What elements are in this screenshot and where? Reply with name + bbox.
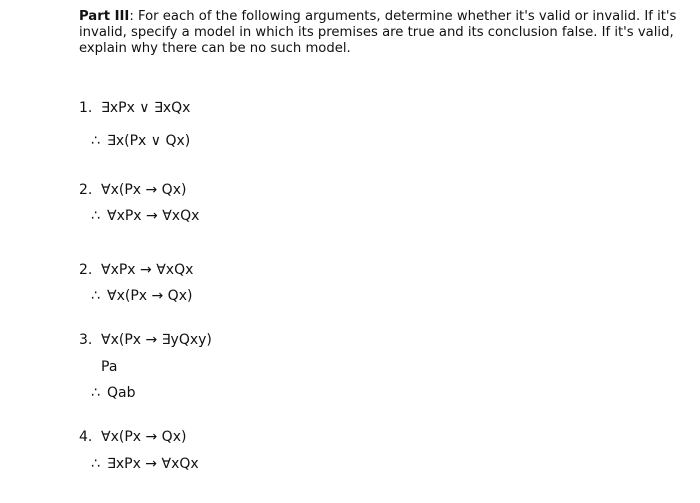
problem-1-premise-text: ∃xPx ∨ ∃xQx	[101, 100, 191, 116]
problem-2b-conclusion-text: ∀x(Px → Qx)	[107, 288, 193, 304]
problem-3-premise-text: ∀x(Px → ∃yQxy)	[101, 332, 212, 348]
problem-3-premise-1	[79, 331, 212, 349]
problem-2b-number: 2.	[79, 262, 93, 278]
therefore-symbol: ∴	[91, 385, 100, 401]
part-label: Part III	[79, 9, 130, 24]
problem-2b-premise-text: ∀xPx → ∀xQx	[101, 262, 194, 278]
instructions-text: : For each of the following arguments, determine whether it's valid or invalid. If it's invalid, specify a model in which its premises are true and its conclusion false. If it's valid, explain why there can be no such model.	[79, 9, 677, 56]
problem-2a-premise-1	[79, 181, 186, 199]
problem-1-conclusion-text: ∃x(Px ∨ Qx)	[107, 133, 191, 149]
therefore-symbol: ∴	[91, 288, 100, 304]
problem-4-premise-text: ∀x(Px → Qx)	[101, 429, 187, 445]
problem-1-conclusion	[91, 132, 190, 150]
problem-3-number: 3.	[79, 332, 93, 348]
problem-2b-conclusion	[91, 287, 192, 305]
problem-1-number: 1.	[79, 100, 93, 116]
problem-4-premise-1	[79, 428, 186, 446]
problem-4-conclusion	[91, 455, 199, 473]
problem-4-number: 4.	[79, 429, 93, 445]
problem-2a-premise-text: ∀x(Px → Qx)	[101, 182, 187, 198]
problem-2b-premise-1	[79, 261, 193, 279]
problem-3-conclusion-text: Qab	[107, 385, 136, 401]
problem-3-premise-2	[101, 358, 117, 376]
problem-2a-conclusion	[91, 207, 199, 225]
problem-2a-conclusion-text: ∀xPx → ∀xQx	[107, 208, 200, 224]
problem-3-conclusion	[91, 384, 136, 402]
therefore-symbol: ∴	[91, 208, 100, 224]
problem-4-conclusion-text: ∃xPx → ∀xQx	[107, 456, 199, 472]
problem-3-premise-2-text: Pa	[101, 359, 118, 375]
instructions-paragraph	[79, 9, 694, 57]
therefore-symbol: ∴	[91, 456, 100, 472]
problem-1-premise-1	[79, 99, 190, 117]
therefore-symbol: ∴	[91, 133, 100, 149]
problem-2a-number: 2.	[79, 182, 93, 198]
